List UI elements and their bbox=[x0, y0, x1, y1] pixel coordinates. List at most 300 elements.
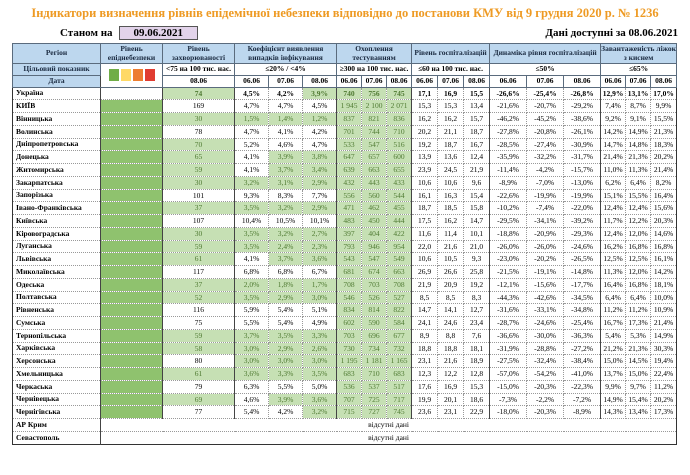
col-header-detection-coef: Коефіцієнт виявлення випадків інфікування bbox=[235, 44, 337, 64]
data-available-label bbox=[545, 27, 678, 39]
col-header-hospitalization: Рівень госпіталізацій bbox=[412, 44, 490, 64]
cell-dynamics: -20,8% bbox=[527, 125, 564, 138]
cell-testing: 544 bbox=[387, 189, 412, 202]
cell-coef: 2,4% bbox=[269, 240, 303, 253]
cell-hospitalization: 13,9 bbox=[412, 151, 438, 164]
cell-hospitalization: 15,8 bbox=[464, 202, 490, 215]
cell-testing: 836 bbox=[387, 113, 412, 126]
cell-dynamics: -30,9% bbox=[564, 138, 601, 151]
cell-coef: 3,0% bbox=[303, 355, 337, 368]
cell-coef: 3,2% bbox=[235, 176, 269, 189]
cell-testing: 455 bbox=[387, 202, 412, 215]
cell-oxygen-beds: 16,4% bbox=[601, 278, 626, 291]
cell-dynamics: -36,6% bbox=[490, 329, 527, 342]
cell-testing: 471 bbox=[337, 202, 362, 215]
cell-dynamics: -14,8% bbox=[564, 266, 601, 279]
cell-oxygen-beds: 17,3% bbox=[626, 317, 651, 330]
cell-incidence: 58 bbox=[163, 342, 235, 355]
cell-oxygen-beds: 20,2% bbox=[651, 151, 677, 164]
date-cell: 06.06 bbox=[412, 75, 438, 87]
cell-testing: 536 bbox=[337, 380, 362, 393]
cell-testing: 730 bbox=[337, 342, 362, 355]
cell-dynamics: -36,3% bbox=[564, 329, 601, 342]
cell-coef: 4,2% bbox=[303, 125, 337, 138]
cell-testing: 745 bbox=[387, 87, 412, 100]
cell-oxygen-beds: 6,4% bbox=[626, 176, 651, 189]
cell-hospitalization: 8,8 bbox=[438, 329, 464, 342]
cell-testing: 527 bbox=[387, 291, 412, 304]
cell-hospitalization: 16,2 bbox=[412, 113, 438, 126]
cell-hospitalization: 20,9 bbox=[438, 278, 464, 291]
cell-testing: 422 bbox=[387, 227, 412, 240]
cell-incidence: 74 bbox=[163, 87, 235, 100]
cell-hospitalization: 18,8 bbox=[412, 342, 438, 355]
cell-coef: 8,3% bbox=[269, 189, 303, 202]
cell-testing: 710 bbox=[362, 368, 387, 381]
cell-oxygen-beds: 17,0% bbox=[651, 87, 677, 100]
cell-coef: 3,7% bbox=[269, 253, 303, 266]
cell-dynamics: -11,4% bbox=[490, 164, 527, 177]
table-row bbox=[13, 240, 677, 253]
cell-hospitalization: 16,2 bbox=[438, 215, 464, 228]
cell-oxygen-beds: 14,3% bbox=[601, 406, 626, 419]
cell-oxygen-beds: 14,9% bbox=[601, 393, 626, 406]
cell-hospitalization: 14,7 bbox=[464, 215, 490, 228]
cell-dynamics: -25,4% bbox=[564, 317, 601, 330]
cell-testing: 600 bbox=[387, 151, 412, 164]
table-row bbox=[13, 151, 677, 164]
cell-testing: 556 bbox=[337, 189, 362, 202]
cell-oxygen-beds: 6,2% bbox=[601, 176, 626, 189]
cell-oxygen-beds: 12,4% bbox=[601, 202, 626, 215]
table-row bbox=[13, 380, 677, 393]
cell-incidence: 78 bbox=[163, 125, 235, 138]
cell-oxygen-beds: 12,5% bbox=[626, 253, 651, 266]
cell-coef: 3,0% bbox=[235, 342, 269, 355]
cell-epid-level bbox=[101, 291, 163, 304]
cell-region: Закарпатська bbox=[13, 176, 101, 189]
cell-hospitalization: 20,2 bbox=[412, 125, 438, 138]
cell-region: Тернопільська bbox=[13, 329, 101, 342]
table-body bbox=[13, 87, 677, 444]
cell-oxygen-beds: 9,7% bbox=[626, 380, 651, 393]
cell-testing: 2 071 bbox=[387, 100, 412, 113]
table-header bbox=[13, 44, 677, 88]
col-header-incidence: Рівень захворюваності bbox=[163, 44, 235, 64]
cell-oxygen-beds: 20,3% bbox=[651, 215, 677, 228]
cell-testing: 404 bbox=[362, 227, 387, 240]
date-cell: 08.06 bbox=[163, 75, 235, 87]
cell-region: Чернігівська bbox=[13, 406, 101, 419]
cell-testing: 756 bbox=[362, 87, 387, 100]
cell-oxygen-beds: 15,4% bbox=[626, 393, 651, 406]
cell-dynamics: -26,8% bbox=[564, 87, 601, 100]
cell-oxygen-beds: 9,9% bbox=[651, 100, 677, 113]
cell-dynamics: -10,2% bbox=[490, 202, 527, 215]
cell-testing: 822 bbox=[387, 304, 412, 317]
cell-oxygen-beds: 12,0% bbox=[626, 266, 651, 279]
cell-region: Донецька bbox=[13, 151, 101, 164]
cell-hospitalization: 9,3 bbox=[464, 253, 490, 266]
cell-epid-level bbox=[101, 189, 163, 202]
cell-oxygen-beds: 12,5% bbox=[601, 253, 626, 266]
cell-coef: 3,5% bbox=[269, 329, 303, 342]
cell-testing: 681 bbox=[337, 266, 362, 279]
cell-dynamics: -32,2% bbox=[527, 151, 564, 164]
cell-hospitalization: 10,5 bbox=[438, 253, 464, 266]
cell-coef: 10,1% bbox=[303, 215, 337, 228]
cell-dynamics: -24,6% bbox=[527, 317, 564, 330]
date-cell: 08.06 bbox=[564, 75, 601, 87]
cell-oxygen-beds: 11,0% bbox=[601, 164, 626, 177]
cell-hospitalization: 26,9 bbox=[412, 266, 438, 279]
cell-coef: 3,3% bbox=[303, 329, 337, 342]
cell-hospitalization: 23,1 bbox=[412, 355, 438, 368]
cell-coef: 3,6% bbox=[235, 368, 269, 381]
table-row bbox=[13, 227, 677, 240]
cell-dynamics: -42,6% bbox=[527, 291, 564, 304]
cell-coef: 3,4% bbox=[303, 164, 337, 177]
cell-hospitalization: 18,8 bbox=[438, 342, 464, 355]
cell-testing: 443 bbox=[362, 176, 387, 189]
cell-coef: 4,7% bbox=[235, 125, 269, 138]
cell-coef: 3,0% bbox=[303, 291, 337, 304]
cell-oxygen-beds: 12,0% bbox=[626, 227, 651, 240]
cell-dynamics: -41,0% bbox=[564, 368, 601, 381]
cell-testing: 663 bbox=[387, 266, 412, 279]
cell-testing: 584 bbox=[387, 317, 412, 330]
date-cell: 07.06 bbox=[527, 75, 564, 87]
cell-hospitalization: 8,5 bbox=[412, 291, 438, 304]
cell-coef: 4,1% bbox=[235, 253, 269, 266]
cell-incidence: 79 bbox=[163, 380, 235, 393]
cell-coef: 3,7% bbox=[235, 329, 269, 342]
cell-oxygen-beds: 11,2% bbox=[601, 304, 626, 317]
cell-testing: 432 bbox=[337, 176, 362, 189]
cell-coef: 1,2% bbox=[303, 113, 337, 126]
cell-hospitalization: 12,2 bbox=[438, 368, 464, 381]
col-header-epid-level: Рівень епіднебезпеки bbox=[101, 44, 163, 64]
target-incidence: <75 на 100 тис. нас. bbox=[163, 64, 235, 76]
cell-coef: 4,6% bbox=[269, 138, 303, 151]
cell-dynamics: -26,6% bbox=[490, 87, 527, 100]
cell-testing: 462 bbox=[362, 202, 387, 215]
cell-testing: 954 bbox=[387, 240, 412, 253]
cell-dynamics: -12,1% bbox=[490, 278, 527, 291]
cell-testing: 516 bbox=[387, 138, 412, 151]
cell-hospitalization: 23,6 bbox=[412, 406, 438, 419]
cell-dynamics: -29,3% bbox=[564, 227, 601, 240]
cell-dynamics: -7,4% bbox=[527, 202, 564, 215]
cell-oxygen-beds: 10,9% bbox=[651, 304, 677, 317]
cell-coef: 6,8% bbox=[269, 266, 303, 279]
cell-oxygen-beds: 12,9% bbox=[601, 87, 626, 100]
col-header-hosp-dynamics: Динаміка рівня госпіталізацій bbox=[490, 44, 601, 64]
cell-coef: 3,0% bbox=[269, 355, 303, 368]
cell-dynamics: -18,0% bbox=[490, 406, 527, 419]
cell-oxygen-beds: 14,8% bbox=[626, 138, 651, 151]
cell-epid-level bbox=[101, 176, 163, 189]
cell-testing: 602 bbox=[337, 317, 362, 330]
cell-hospitalization: 12,4 bbox=[464, 151, 490, 164]
target-hospitalization: ≤60 на 100 тис. нас. bbox=[412, 64, 490, 76]
table-row bbox=[13, 368, 677, 381]
cell-coef: 4,5% bbox=[235, 87, 269, 100]
cell-dynamics: -8,9% bbox=[490, 176, 527, 189]
target-row-label: Цільовий показник bbox=[13, 64, 101, 76]
cell-testing: 397 bbox=[337, 227, 362, 240]
cell-hospitalization: 21,0 bbox=[464, 240, 490, 253]
cell-oxygen-beds: 30,3% bbox=[651, 342, 677, 355]
cell-oxygen-beds: 16,2% bbox=[601, 240, 626, 253]
cell-dynamics: -27,5% bbox=[490, 355, 527, 368]
cell-testing: 703 bbox=[337, 329, 362, 342]
cell-hospitalization: 21,9 bbox=[412, 278, 438, 291]
cell-epid-level bbox=[101, 202, 163, 215]
cell-coef: 5,9% bbox=[235, 304, 269, 317]
cell-region: Кіровоградська bbox=[13, 227, 101, 240]
cell-dynamics: -27,8% bbox=[490, 125, 527, 138]
cell-dynamics: -39,2% bbox=[564, 215, 601, 228]
cell-hospitalization: 16,9 bbox=[438, 87, 464, 100]
date-cell: 08.06 bbox=[464, 75, 490, 87]
cell-coef: 3,1% bbox=[269, 176, 303, 189]
cell-hospitalization: 21,6 bbox=[438, 240, 464, 253]
cell-hospitalization: 7,6 bbox=[464, 329, 490, 342]
page-title: Індикатори визначення рівнів епідемічної небезпеки відповідно до постанови КМУ від 9 грудня 2020 р. № 1236 bbox=[31, 6, 659, 20]
cell-testing: 663 bbox=[362, 164, 387, 177]
cell-coef: 5,2% bbox=[235, 138, 269, 151]
table-row bbox=[13, 355, 677, 368]
cell-hospitalization: 10,1 bbox=[464, 227, 490, 240]
cell-oxygen-beds: 13,7% bbox=[601, 368, 626, 381]
date-cell: 06.06 bbox=[337, 75, 362, 87]
cell-dynamics: -19,9% bbox=[564, 189, 601, 202]
table-row bbox=[13, 164, 677, 177]
cell-dynamics: -13,0% bbox=[564, 176, 601, 189]
cell-dynamics: -34,5% bbox=[564, 291, 601, 304]
cell-testing: 837 bbox=[337, 113, 362, 126]
cell-oxygen-beds: 15,5% bbox=[626, 189, 651, 202]
cell-coef: 4,7% bbox=[269, 100, 303, 113]
cell-region: Херсонська bbox=[13, 355, 101, 368]
legend-square-red bbox=[145, 69, 155, 81]
cell-coef: 4,2% bbox=[269, 406, 303, 419]
cell-region: Вінницька bbox=[13, 113, 101, 126]
cell-oxygen-beds: 14,5% bbox=[626, 355, 651, 368]
cell-dynamics: -54,2% bbox=[527, 368, 564, 381]
cell-region: Волинська bbox=[13, 125, 101, 138]
cell-hospitalization: 11,6 bbox=[412, 227, 438, 240]
cell-coef: 3,7% bbox=[269, 164, 303, 177]
cell-coef: 4,6% bbox=[235, 393, 269, 406]
cell-dynamics: -22,3% bbox=[564, 380, 601, 393]
cell-epid-level bbox=[101, 125, 163, 138]
cell-oxygen-beds: 21,3% bbox=[651, 125, 677, 138]
cell-hospitalization: 9,6 bbox=[464, 176, 490, 189]
cell-hospitalization: 8,3 bbox=[464, 291, 490, 304]
cell-region: Сумська bbox=[13, 317, 101, 330]
cell-epid-level bbox=[101, 164, 163, 177]
cell-oxygen-beds: 16,7% bbox=[601, 317, 626, 330]
cell-oxygen-beds: 8,7% bbox=[626, 100, 651, 113]
cell-incidence: 77 bbox=[163, 406, 235, 419]
cell-coef: 3,8% bbox=[303, 151, 337, 164]
cell-oxygen-beds: 11,2% bbox=[651, 380, 677, 393]
date-cell: 08.06 bbox=[651, 75, 677, 87]
available-label-text: Дані доступні за bbox=[545, 27, 626, 39]
table-row bbox=[13, 291, 677, 304]
cell-region: Полтавська bbox=[13, 291, 101, 304]
cell-dynamics: -7,2% bbox=[564, 393, 601, 406]
cell-epid-level bbox=[101, 329, 163, 342]
cell-oxygen-beds: 21,3% bbox=[626, 342, 651, 355]
cell-coef: 3,5% bbox=[235, 227, 269, 240]
cell-testing: 526 bbox=[362, 291, 387, 304]
cell-oxygen-beds: 9,2% bbox=[601, 113, 626, 126]
cell-dynamics: -34,1% bbox=[527, 215, 564, 228]
cell-region: Харківська bbox=[13, 342, 101, 355]
cell-hospitalization: 12,7 bbox=[464, 304, 490, 317]
cell-hospitalization: 21,1 bbox=[438, 125, 464, 138]
cell-region: Дніпропетровська bbox=[13, 138, 101, 151]
cell-testing: 745 bbox=[387, 406, 412, 419]
cell-incidence: 80 bbox=[163, 355, 235, 368]
cell-hospitalization: 17,5 bbox=[412, 215, 438, 228]
cell-dynamics: -15,7% bbox=[564, 164, 601, 177]
cell-hospitalization: 16,3 bbox=[438, 189, 464, 202]
cell-region: Львівська bbox=[13, 253, 101, 266]
cell-testing: 734 bbox=[362, 342, 387, 355]
cell-epid-level bbox=[101, 406, 163, 419]
cell-hospitalization: 8,5 bbox=[438, 291, 464, 304]
cell-epid-level bbox=[101, 380, 163, 393]
cell-testing: 537 bbox=[362, 380, 387, 393]
cell-hospitalization: 16,2 bbox=[438, 113, 464, 126]
cell-coef: 2,3% bbox=[303, 240, 337, 253]
date-cell: 06.06 bbox=[601, 75, 626, 87]
cell-dynamics: -23,0% bbox=[490, 253, 527, 266]
available-date-text: 08.06.2021 bbox=[628, 27, 678, 39]
table-row bbox=[13, 189, 677, 202]
cell-incidence: 52 bbox=[163, 291, 235, 304]
cell-hospitalization: 24,1 bbox=[412, 317, 438, 330]
cell-testing: 793 bbox=[337, 240, 362, 253]
cell-region: Рівненська bbox=[13, 304, 101, 317]
cell-testing: 707 bbox=[337, 393, 362, 406]
cell-oxygen-beds: 6,4% bbox=[601, 291, 626, 304]
cell-dynamics: -20,2% bbox=[527, 253, 564, 266]
cell-oxygen-beds: 11,3% bbox=[626, 164, 651, 177]
cell-coef: 3,9% bbox=[269, 151, 303, 164]
table-row bbox=[13, 406, 677, 419]
table-row bbox=[13, 100, 677, 113]
cell-testing: 543 bbox=[337, 253, 362, 266]
cell-hospitalization: 12,3 bbox=[412, 368, 438, 381]
cell-incidence: 61 bbox=[163, 368, 235, 381]
cell-testing: 560 bbox=[362, 189, 387, 202]
cell-dynamics: -22,0% bbox=[564, 202, 601, 215]
cell-incidence: 101 bbox=[163, 189, 235, 202]
cell-hospitalization: 19,2 bbox=[464, 278, 490, 291]
cell-coef: 1,7% bbox=[303, 278, 337, 291]
cell-epid-level bbox=[101, 266, 163, 279]
cell-coef: 4,9% bbox=[303, 317, 337, 330]
cell-dynamics: -2,2% bbox=[527, 393, 564, 406]
date-cell: 07.06 bbox=[269, 75, 303, 87]
header-row-targets bbox=[13, 64, 677, 76]
cell-incidence: 75 bbox=[163, 317, 235, 330]
table-row bbox=[13, 342, 677, 355]
cell-coef: 6,7% bbox=[303, 266, 337, 279]
cell-testing: 683 bbox=[387, 368, 412, 381]
cell-region: Київська bbox=[13, 215, 101, 228]
cell-testing: 814 bbox=[362, 304, 387, 317]
cell-oxygen-beds: 13,1% bbox=[626, 87, 651, 100]
cell-testing: 710 bbox=[387, 125, 412, 138]
cell-hospitalization: 18,7 bbox=[438, 138, 464, 151]
cell-testing: 717 bbox=[387, 393, 412, 406]
cell-oxygen-beds: 9,9% bbox=[601, 380, 626, 393]
cell-coef: 5,0% bbox=[303, 380, 337, 393]
cell-incidence: 169 bbox=[163, 100, 235, 113]
cell-oxygen-beds: 7,4% bbox=[601, 100, 626, 113]
cell-oxygen-beds: 21,4% bbox=[601, 151, 626, 164]
cell-hospitalization: 23,9 bbox=[412, 164, 438, 177]
table-row bbox=[13, 87, 677, 100]
cell-dynamics: -20,7% bbox=[527, 100, 564, 113]
cell-oxygen-beds: 15,0% bbox=[601, 355, 626, 368]
cell-hospitalization: 16,7 bbox=[464, 138, 490, 151]
cell-coef: 5,1% bbox=[303, 304, 337, 317]
table-row bbox=[13, 393, 677, 406]
cell-dynamics: -26,0% bbox=[490, 240, 527, 253]
cell-dynamics: -38,4% bbox=[564, 355, 601, 368]
cell-dynamics: -26,5% bbox=[564, 253, 601, 266]
cell-oxygen-beds: 18,1% bbox=[651, 278, 677, 291]
cell-coef: 3,5% bbox=[235, 291, 269, 304]
cell-oxygen-beds: 11,2% bbox=[626, 304, 651, 317]
cell-coef: 3,5% bbox=[303, 368, 337, 381]
cell-hospitalization: 17,1 bbox=[412, 87, 438, 100]
cell-oxygen-beds: 9,1% bbox=[626, 113, 651, 126]
cell-testing: 701 bbox=[337, 125, 362, 138]
cell-hospitalization: 18,7 bbox=[464, 125, 490, 138]
cell-testing: 708 bbox=[337, 278, 362, 291]
cell-oxygen-beds: 18,3% bbox=[651, 138, 677, 151]
target-testing: ≥300 на 100 тис. нас. bbox=[337, 64, 412, 76]
cell-testing: 547 bbox=[362, 253, 387, 266]
legend-square-orange bbox=[133, 69, 143, 81]
cell-dynamics: -26,0% bbox=[527, 240, 564, 253]
cell-coef: 5,4% bbox=[235, 406, 269, 419]
cell-hospitalization: 26,6 bbox=[438, 266, 464, 279]
table-row bbox=[13, 113, 677, 126]
cell-hospitalization: 21,6 bbox=[438, 355, 464, 368]
cell-oxygen-beds: 14,2% bbox=[601, 125, 626, 138]
cell-oxygen-beds: 21,4% bbox=[651, 317, 677, 330]
cell-testing: 655 bbox=[387, 164, 412, 177]
cell-hospitalization: 20,1 bbox=[438, 393, 464, 406]
cell-hospitalization: 15,4 bbox=[464, 189, 490, 202]
cell-oxygen-beds: 14,6% bbox=[651, 227, 677, 240]
cell-testing: 740 bbox=[337, 87, 362, 100]
cell-hospitalization: 24,6 bbox=[438, 317, 464, 330]
cell-oxygen-beds: 5,4% bbox=[601, 329, 626, 342]
cell-coef: 4,1% bbox=[235, 164, 269, 177]
cell-dynamics: -28,5% bbox=[490, 138, 527, 151]
cell-coef: 2,7% bbox=[303, 227, 337, 240]
